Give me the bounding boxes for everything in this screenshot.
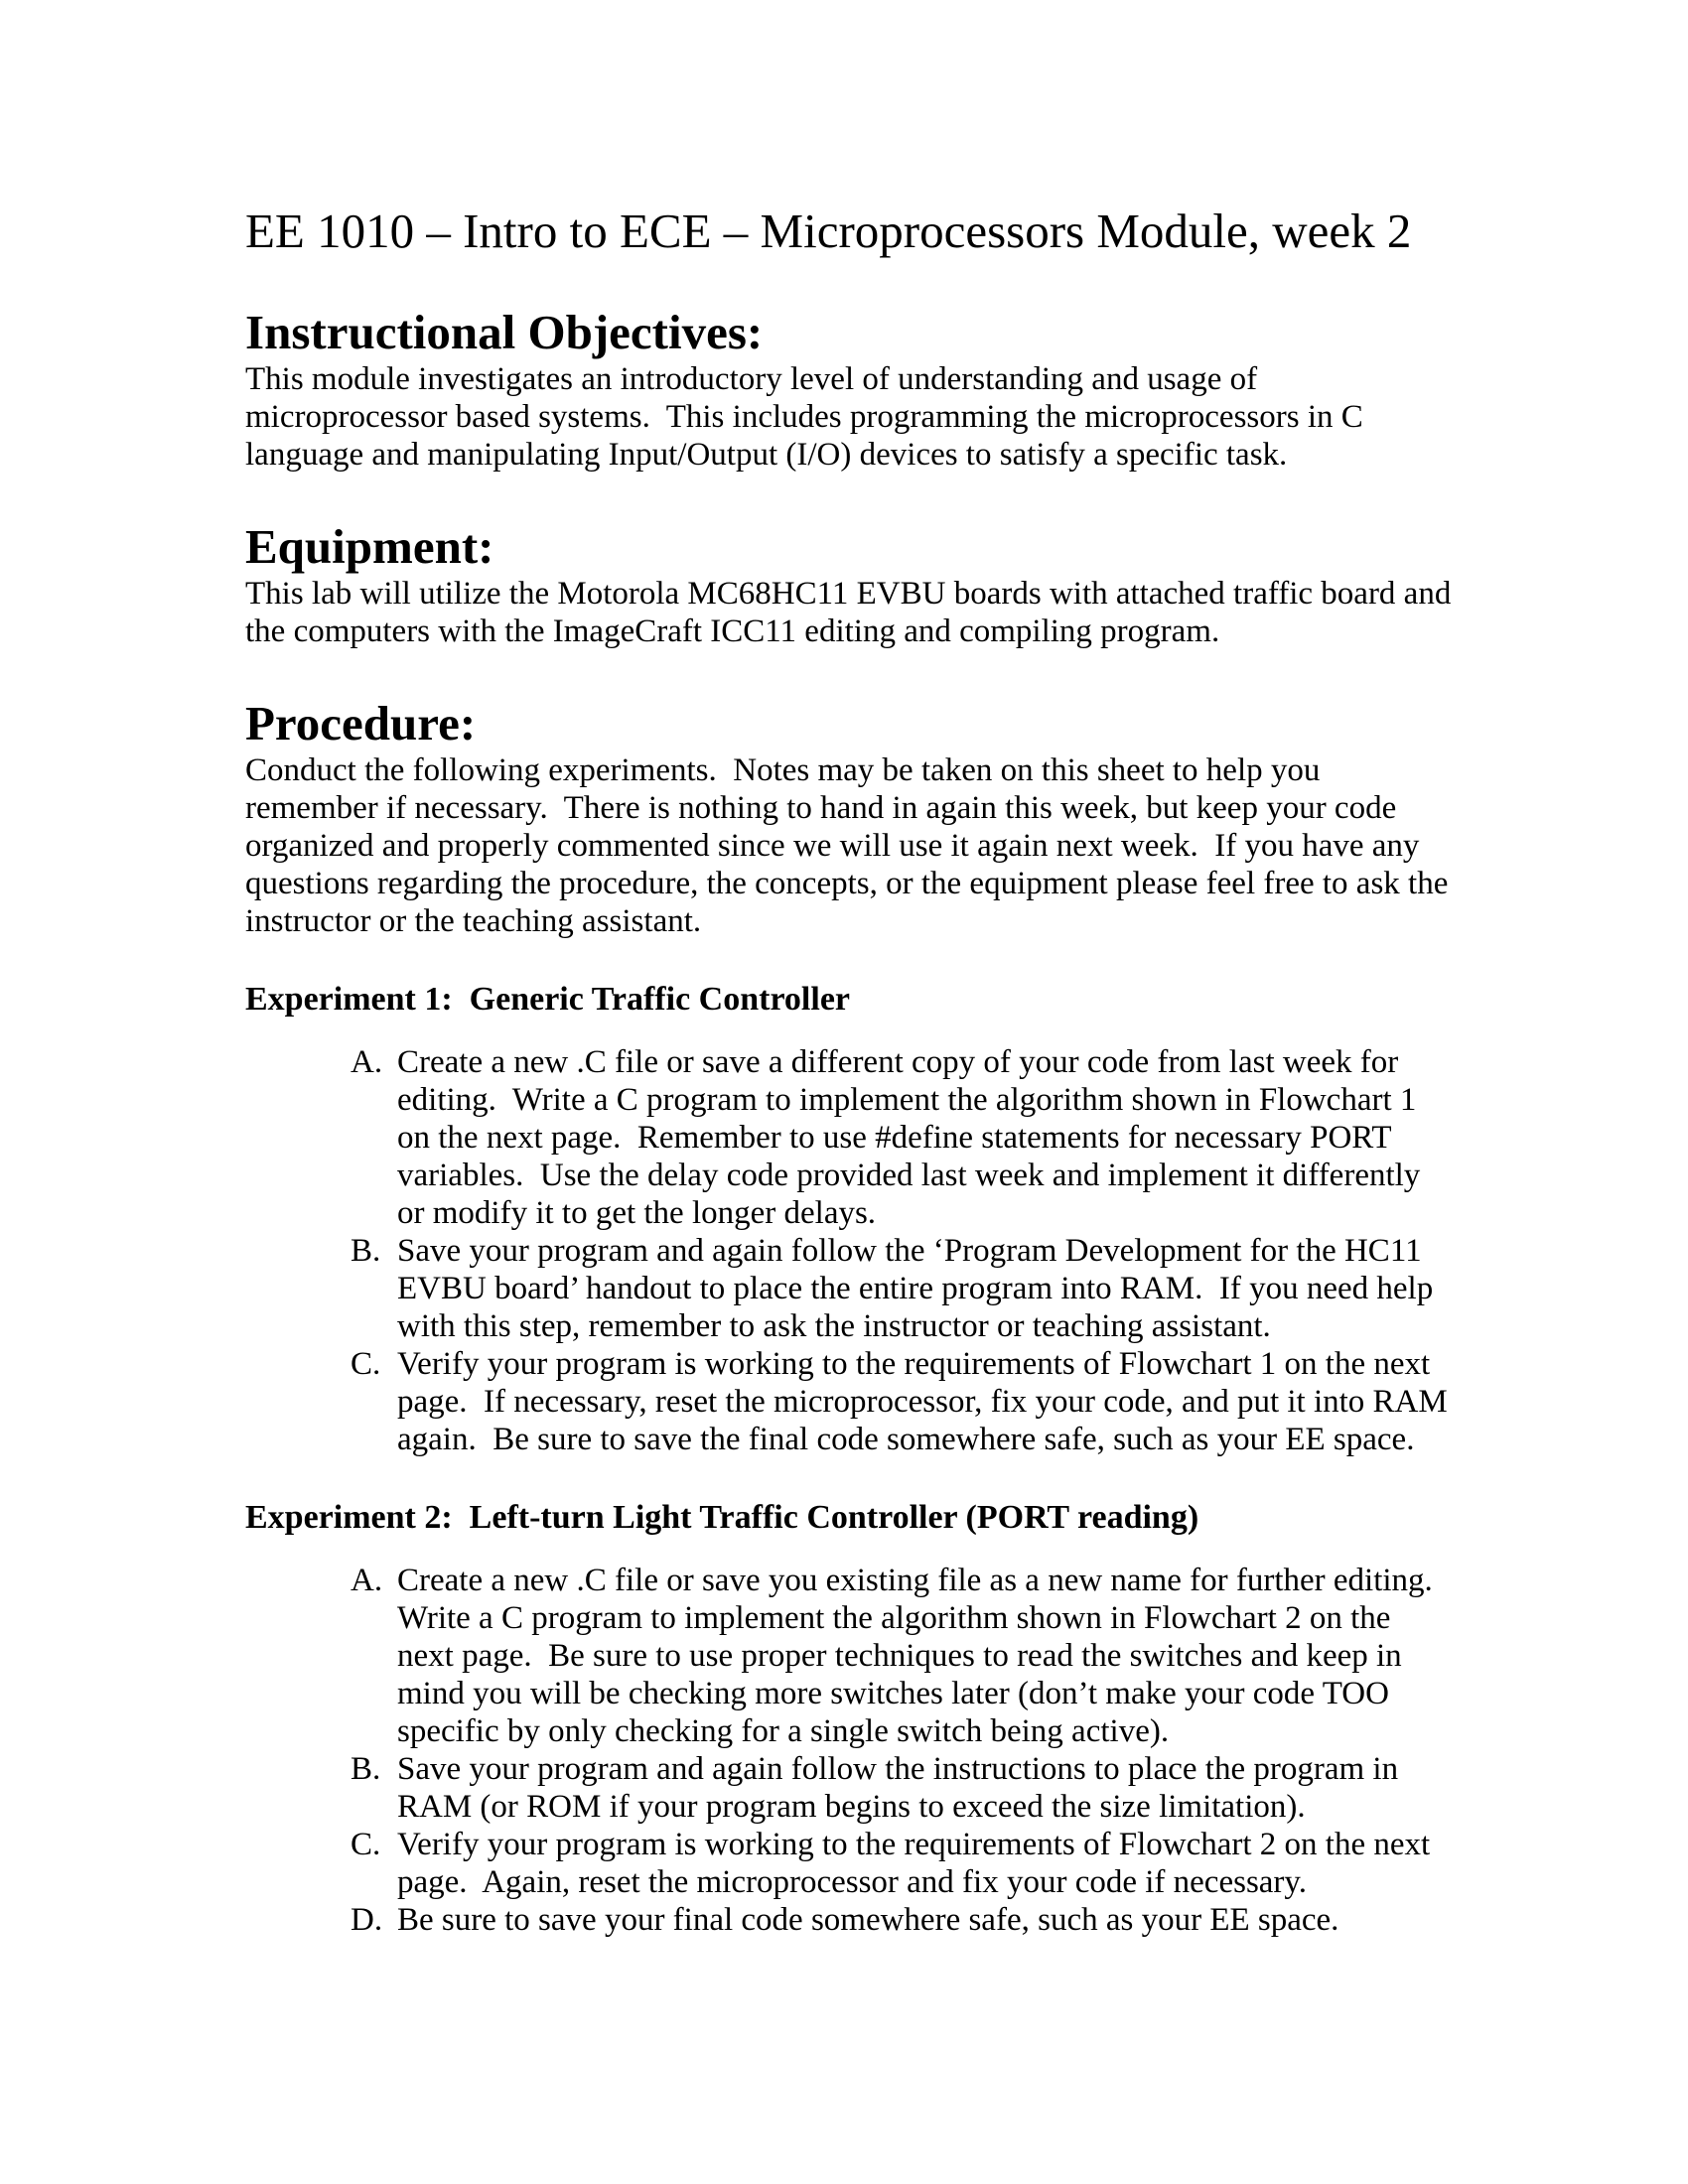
list-item [351, 1232, 1452, 1345]
list-item [351, 1750, 1452, 1826]
experiment-1-list [245, 1043, 1456, 1458]
item-text: Verify your program is working to the requirements of Flowchart 1 on the next page. If necessary, reset the microprocessor, fix your code, and put it into RAM again. Be sure to save the final code somewhere safe, such as your EE space. [397, 1346, 1456, 1457]
item-text: Create a new .C file or save you existing file as a new name for further editing. Write a C program to implement the algorithm shown in Flowchart 2 on the next page. Be sure to use proper techniques to read the switches and keep in mind you will be checking more switches later (don’t make your code TOO specific by only checking for a single switch being active). [397, 1563, 1449, 1749]
item-letter: C. [351, 1346, 381, 1382]
section-body: Conduct the following experiments. Notes may be taken on this sheet to help you remember if necessary. There is nothing to hand in again this week, but keep your code organized and properly commented since we will use it again next week. If you have any questions regarding the procedure, the concepts, or the equipment please feel free to ask the instructor or the teaching assistant. [245, 752, 1457, 939]
experiment-1 [245, 980, 1456, 1458]
experiment-1-heading: Experiment 1: Generic Traffic Controller [245, 981, 850, 1018]
list-item [351, 1345, 1456, 1458]
item-text: Verify your program is working to the requirements of Flowchart 2 on the next page. Again, reset the microprocessor and fix your code if necessary. [397, 1827, 1439, 1900]
item-text: Be sure to save your final code somewhere safe, such as your EE space. [397, 1902, 1339, 1938]
experiment-2 [245, 1498, 1452, 1939]
item-text: Save your program and again follow the ‘Program Development for the HC11 EVBU board’ handout to place the entire program into RAM. If you need help with this step, remember to ask the instructor or teaching assistant. [397, 1233, 1442, 1344]
list-item [351, 1043, 1452, 1232]
section-heading: Procedure: [245, 696, 477, 751]
document-title: EE 1010 – Intro to ECE – Microprocessors Module, week 2 [245, 204, 1412, 258]
section-body: This lab will utilize the Motorola MC68HC11 EVBU boards with attached traffic board and the computers with the ImageCraft ICC11 editing and compiling program. [245, 576, 1460, 649]
item-text: Create a new .C file or save a different copy of your code from last week for editing. Write a C program to implement the algorithm shown in Flowchart 1 on the next page. Remember to use #define statements for necessary PORT variables. Use the delay code provided last week and implement it differently or modify it to get the longer delays. [397, 1044, 1429, 1231]
experiment-2-heading: Experiment 2: Left-turn Light Traffic Controller (PORT reading) [245, 1499, 1199, 1536]
item-letter: B. [351, 1751, 381, 1787]
section-heading: Instructional Objectives: [245, 305, 764, 359]
section-procedure [245, 696, 1457, 940]
list-item [351, 1901, 1452, 1939]
item-letter: D. [351, 1902, 383, 1938]
item-letter: A. [351, 1563, 383, 1598]
item-letter: B. [351, 1233, 381, 1269]
section-equipment [245, 519, 1460, 650]
item-text: Save your program and again follow the instructions to place the program in RAM (or ROM if your program begins to exceed the size limitation). [397, 1751, 1407, 1825]
experiment-2-list [245, 1562, 1452, 1939]
item-letter: A. [351, 1044, 383, 1080]
section-body: This module investigates an introductory level of understanding and usage of microprocessor based systems. This includes programming the microprocessors in C language and manipulating Input/Output (I/O) devices to satisfy a specific task. [245, 361, 1372, 473]
item-letter: C. [351, 1827, 381, 1862]
list-item [351, 1562, 1452, 1750]
list-item [351, 1826, 1452, 1901]
section-instructional-objectives [245, 305, 1452, 474]
section-heading: Equipment: [245, 519, 494, 574]
